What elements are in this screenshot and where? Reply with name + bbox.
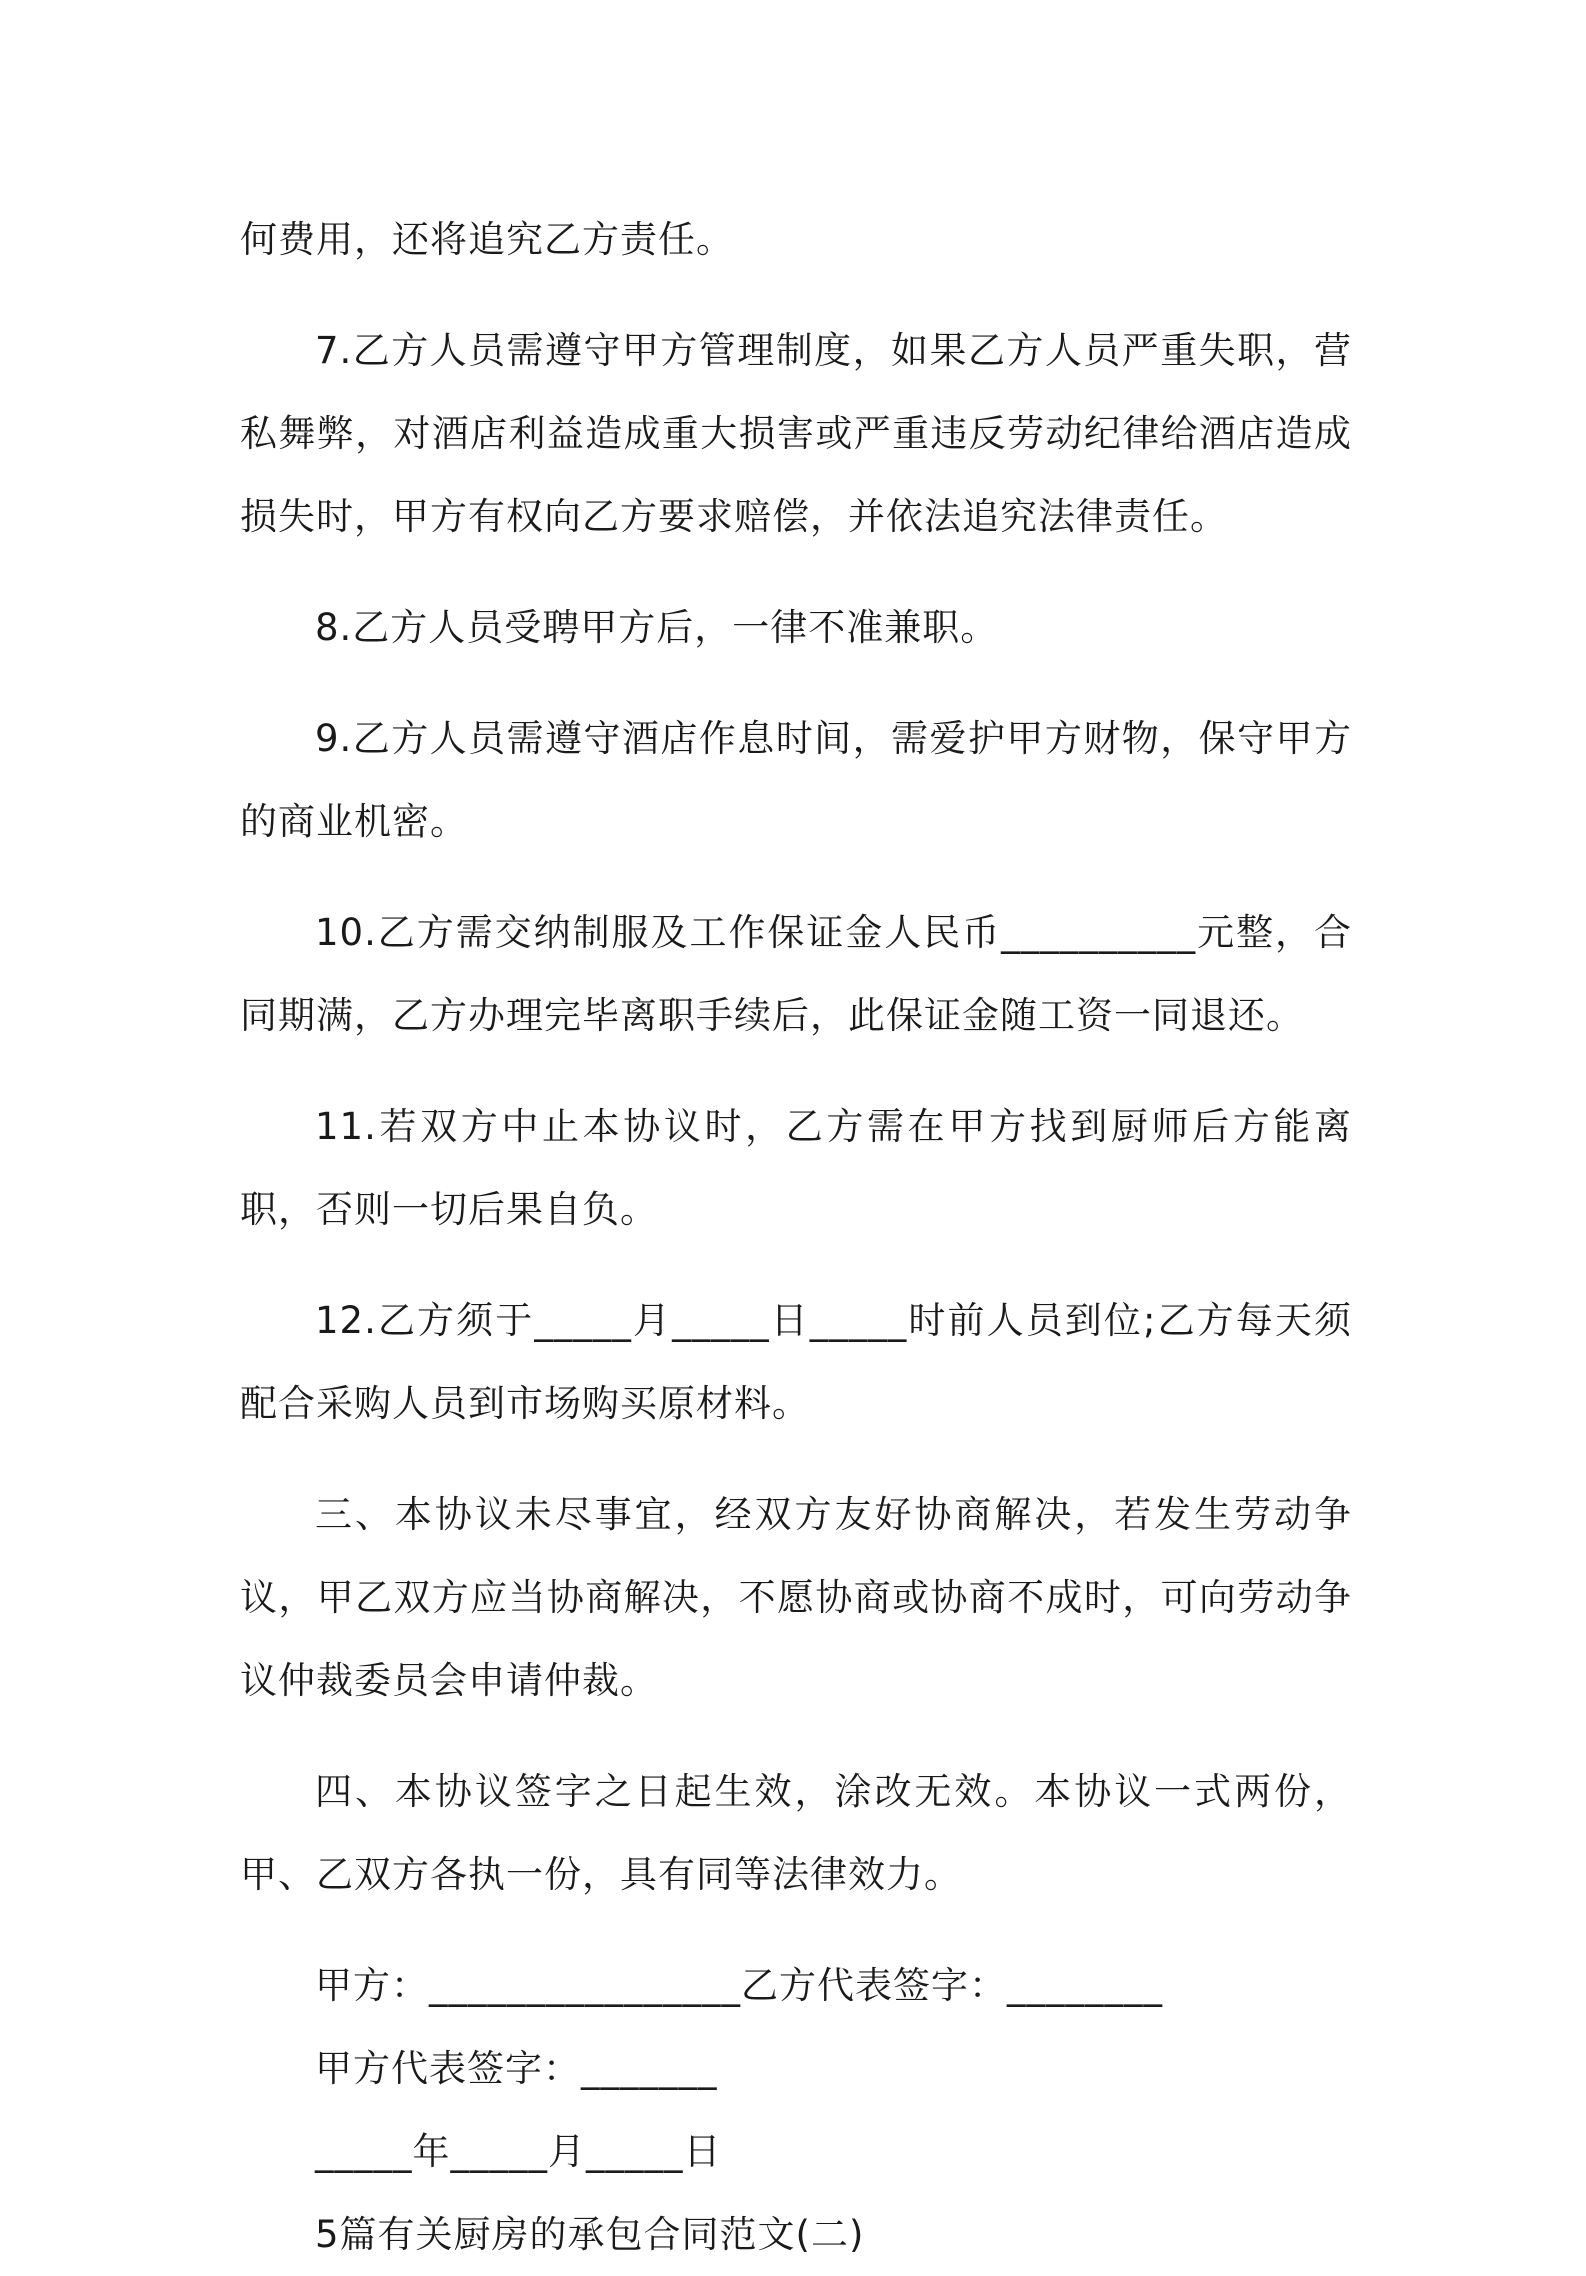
section-three: 三、本协议未尽事宜，经双方友好协商解决，若发生劳动争议，甲乙双方应当协商解决，不愿协商或协商不成时，可向劳动争议仲裁委员会申请仲裁。 xyxy=(240,1493,1352,1702)
document-body xyxy=(240,198,1352,2276)
clause-10: 10.乙方需交纳制服及工作保证金人民币__________元整，合同期满，乙方办理完毕离职手续后，此保证金随工资一同退还。 xyxy=(240,911,1352,1037)
section-four: 四、本协议签字之日起生效，涂改无效。本协议一式两份，甲、乙双方各执一份，具有同等法律效力。 xyxy=(240,1770,1352,1896)
clause-12: 12.乙方须于_____月_____日_____时前人员到位;乙方每天须配合采购人员到市场购买原材料。 xyxy=(240,1299,1352,1425)
clause-8: 8.乙方人员受聘甲方后，一律不准兼职。 xyxy=(315,606,999,649)
paragraph-continuation: 何费用，还将追究乙方责任。 xyxy=(240,218,734,261)
clause-11: 11.若双方中止本协议时，乙方需在甲方找到厨师后方能离职，否则一切后果自负。 xyxy=(240,1105,1352,1231)
date-line: _____年_____月_____日 xyxy=(315,2130,722,2173)
clause-7: 7.乙方人员需遵守甲方管理制度，如果乙方人员严重失职，营私舞弊，对酒店利益造成重大损害或严重违反劳动纪律给酒店造成损失时，甲方有权向乙方要求赔偿，并依法追究法律责任。 xyxy=(240,329,1352,538)
next-section-heading: 5篇有关厨房的承包合同范文(二) xyxy=(315,2213,865,2256)
party-a-signature-line: 甲方：________________乙方代表签字：________ xyxy=(315,1964,1163,2007)
clause-9: 9.乙方人员需遵守酒店作息时间，需爱护甲方财物，保守甲方的商业机密。 xyxy=(240,717,1352,843)
party-a-rep-signature-line: 甲方代表签字：_______ xyxy=(315,2047,718,2090)
